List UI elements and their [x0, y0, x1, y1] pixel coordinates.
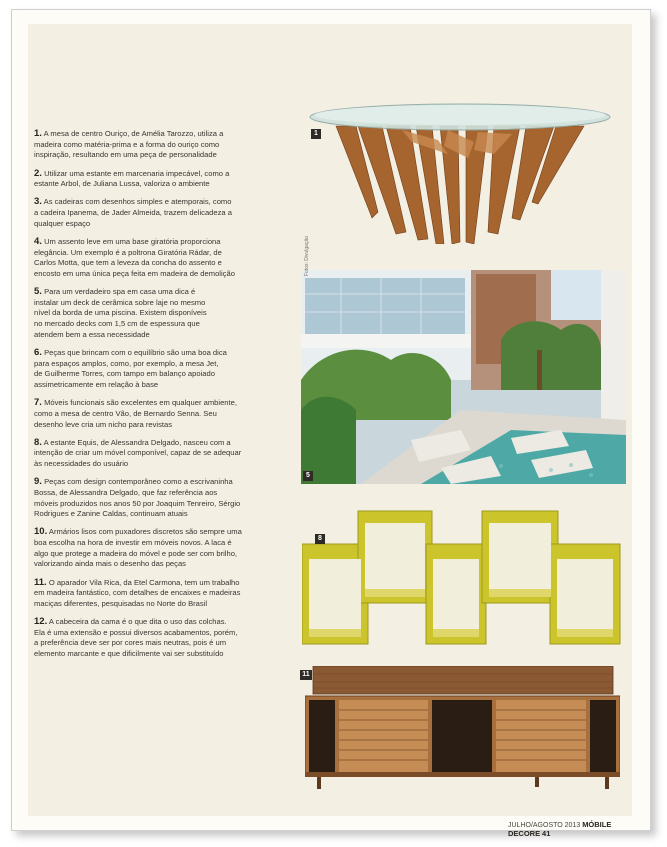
- yellow-shelf-photo: [302, 509, 622, 651]
- tip-item: 5. Para um verdadeiro spa em casa uma dica é instalar um deck de cerâmica sobre laje no mesmo nível da borda de uma piscina. Existem disponíveis no mercado decks com 1,5 cm de espessura que atendem bem a essa necessidade: [34, 286, 207, 339]
- page-content: [28, 24, 632, 838]
- tip-item: 4. Um assento leve em uma base giratória proporciona elegância. Um exemplo é a poltrona Giratória Rádar, de Carlos Motta, que tem a leveza da concha do assento e encosto em uma única peça feita em madeira de demolição: [34, 235, 235, 278]
- tip-item: 8. A estante Equis, de Alessandra Delgado, nasceu com a intenção de criar um móvel componível, capaz de se adequar às necessidades do usuário: [34, 436, 242, 469]
- tips-list: [34, 129, 284, 667]
- tip-item: 7. Móveis funcionais são excelentes em qualquer ambiente, como a mesa de centro Vão, de Bernardo Senna. Seu desenho leve cria um nicho para revistas: [34, 397, 237, 429]
- tip-item: 3. As cadeiras com desenhos simples e atemporais, como a cadeira Ipanema, de Jader Almeida, trazem delicadeza a qualquer espaço: [34, 196, 232, 228]
- tip-item: 11. O aparador Vila Rica, da Etel Carmona, tem um trabalho em madeira fantástico, com detalhes de encaixes e madeiras maciças diferentes, pesquisadas no Norte do Brasil: [34, 576, 241, 608]
- tip-item: 9. Peças com design contemporâneo como a escrivaninha Bossa, de Alessandra Delgado, que faz referência aos móveis produzidos nos anos 50 por Joaquim Tenreiro, Sérgio Rodrigues e Zanine Caldas, continuam atuais: [34, 476, 241, 519]
- tip-item: 10. Armários lisos com puxadores discretos são sempre uma boa escolha na hora de investir em móveis novos. A laca é algo que protege a madeira do móvel e pode ser com brilho, valorizando ainda mais o desenho das peças: [34, 526, 242, 569]
- tip-item: 1. A mesa de centro Ouriço, de Amélia Tarozzo, utiliza a madeira como matéria-prima e a forma do ouriço como inspiração, resultando em uma peça de personalidade: [34, 128, 224, 160]
- wooden-sideboard-photo: [305, 666, 620, 791]
- issue-date: JULHO/AGOSTO 2013: [508, 822, 581, 829]
- tip-item: 6. Peças que brincam com o equilíbrio são uma boa dica para espaços amplos, como, por exemplo, a mesa Jet, de Guilherme Torres, com tampo em balanço apoiado assimetricamente em relação à base: [34, 346, 227, 390]
- tip-item: 2. Utilizar uma estante em marcenaria impecável, como a estante Arbol, de Juliana Lussa, valoriza o ambiente: [34, 167, 230, 189]
- image-number-badge: 8: [315, 534, 325, 544]
- image-number-badge: 11: [300, 670, 312, 680]
- pool-deck-photo: [301, 270, 626, 484]
- coffee-table-photo: [298, 94, 618, 244]
- photo-credit: Fotos: Divulgação: [304, 235, 310, 276]
- tip-item: 12. A cabeceira da cama é o que dita o uso das colchas. Ela é uma extensão e possui diversos acabamentos, porém, a preferência deve ser por cores mais neutras, pois é um elemento marcante e que dificilmente vai ser substituído: [34, 616, 238, 659]
- image-number-badge: 1: [311, 129, 321, 139]
- magazine-page: [11, 9, 651, 838]
- magazine-name: MÓBILE DECORE: [508, 820, 612, 838]
- page-number: 41: [542, 829, 551, 838]
- page-footer: [508, 820, 632, 838]
- image-number-badge: 5: [303, 471, 313, 481]
